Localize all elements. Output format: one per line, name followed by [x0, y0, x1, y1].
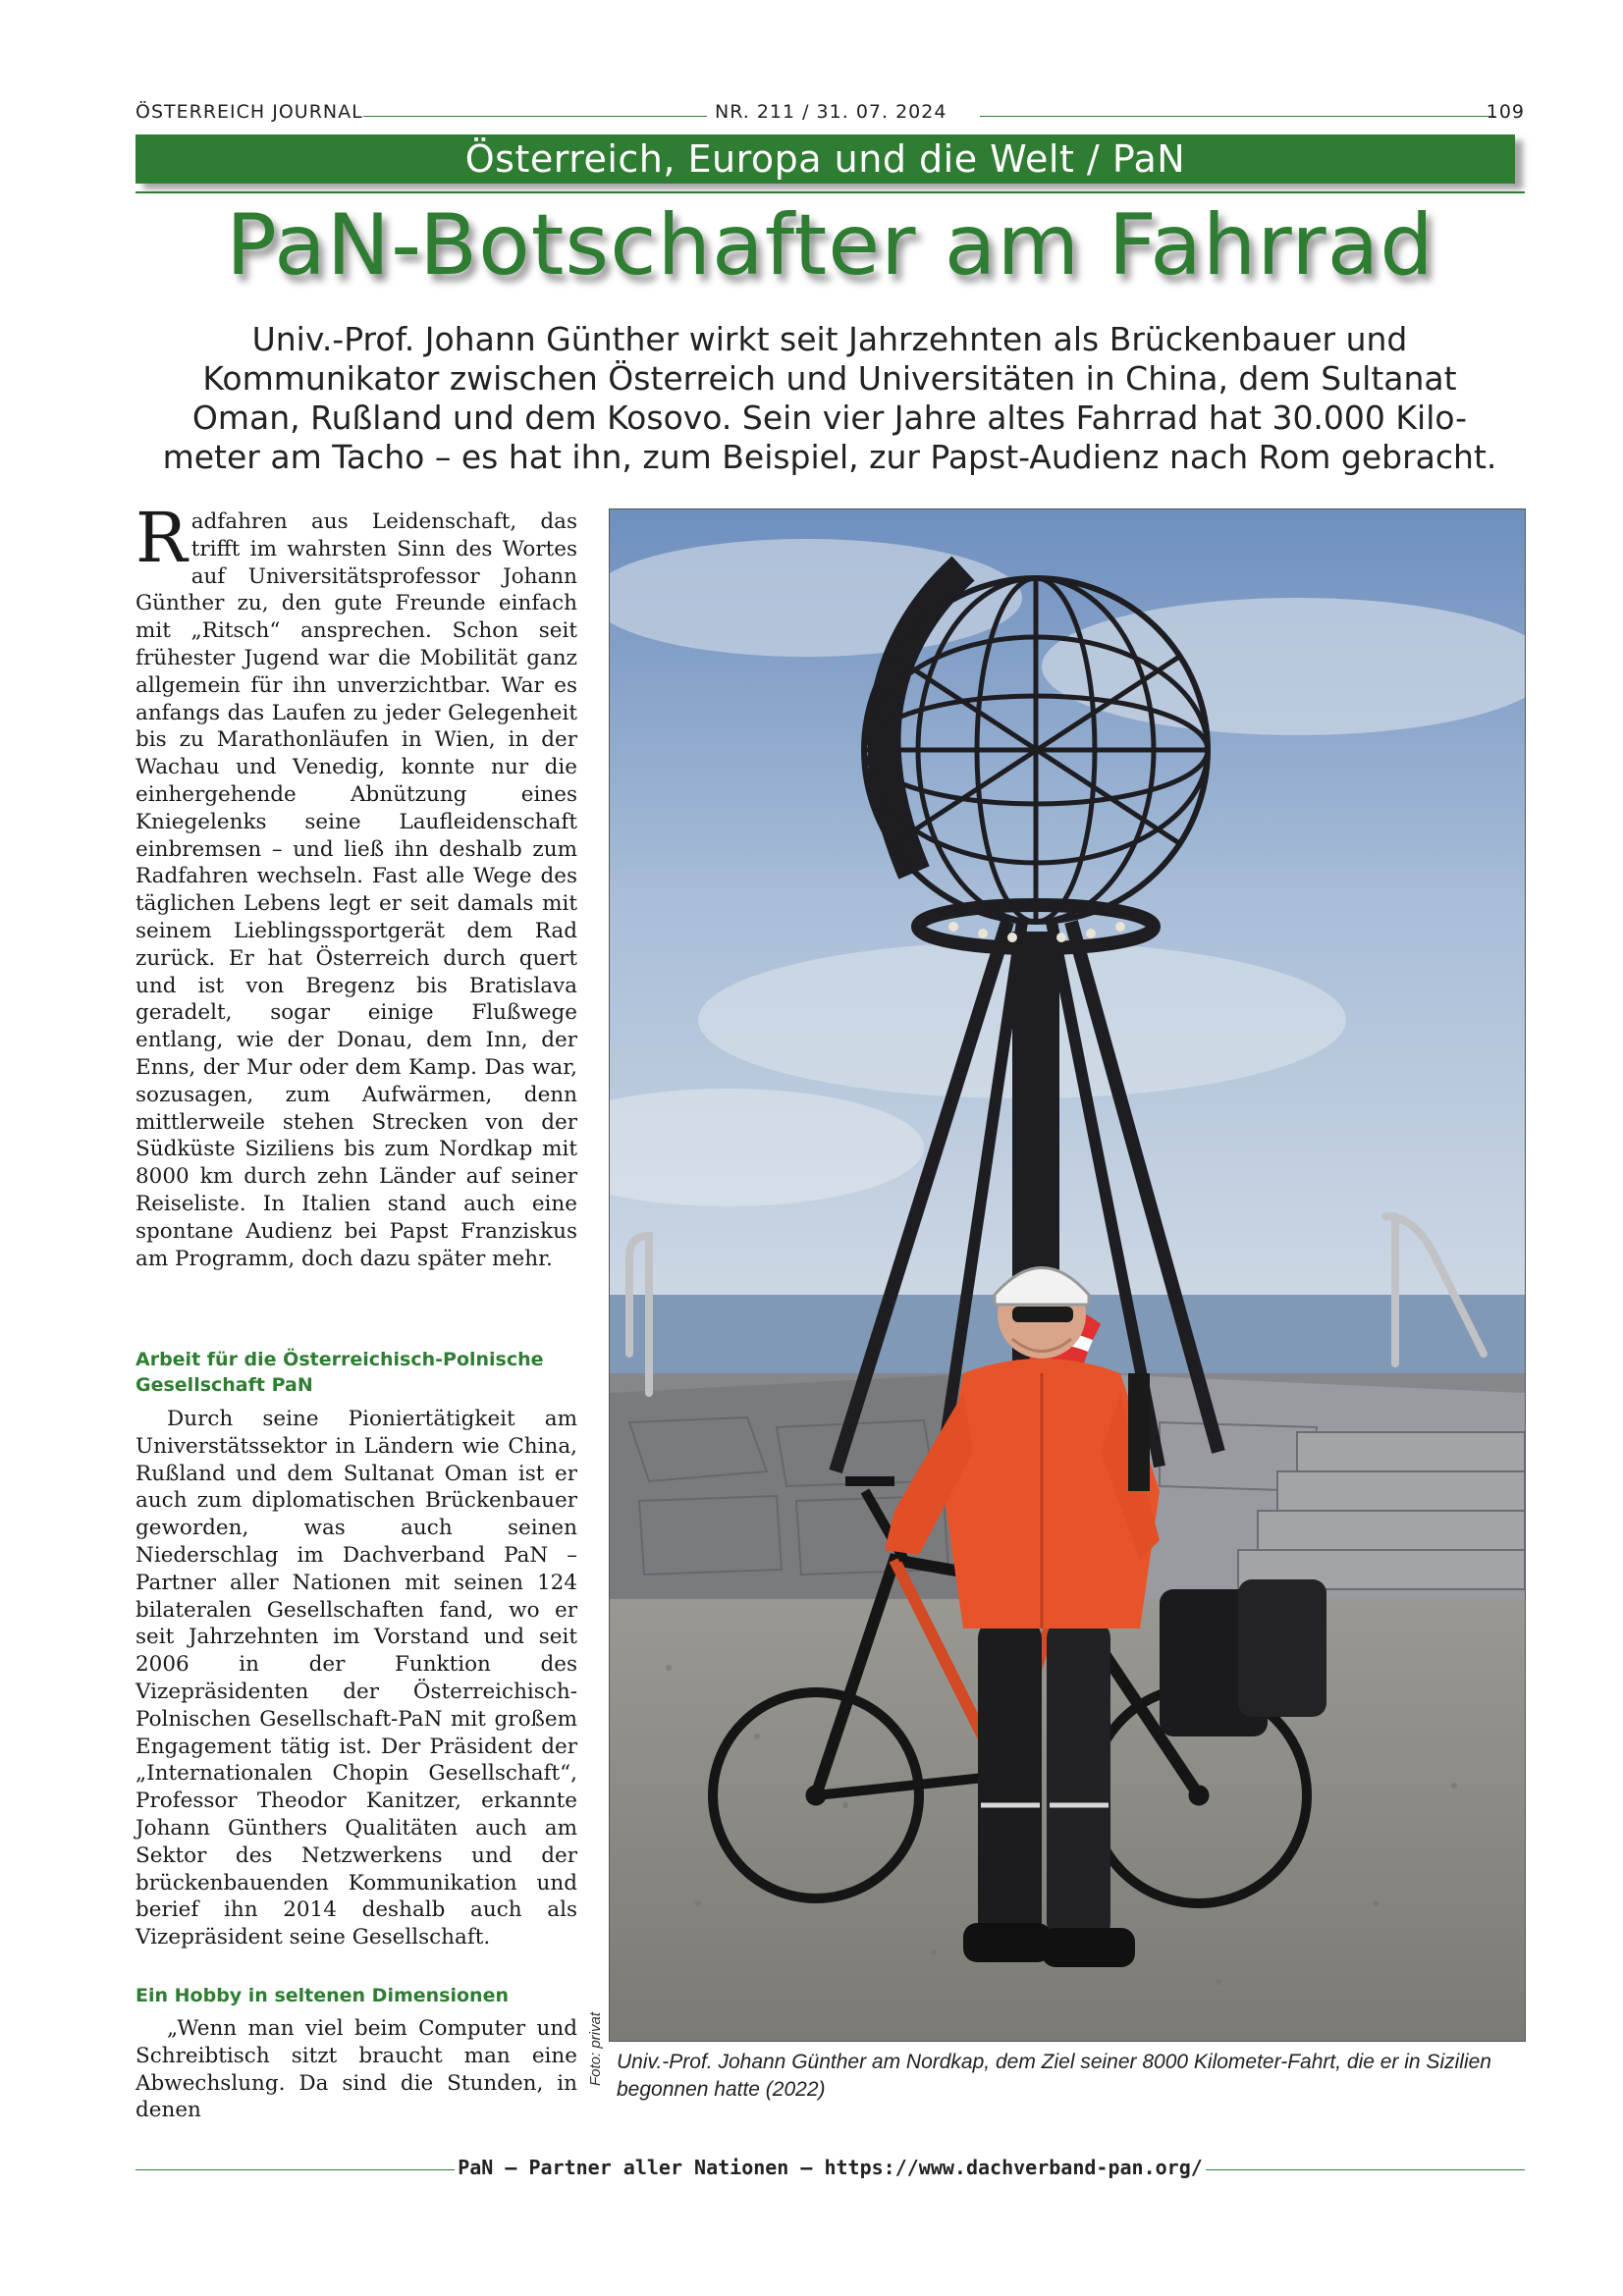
article-lead	[157, 320, 1502, 477]
header-rule-left	[363, 116, 707, 117]
subhead-pan-society: Arbeit für die Österreichisch-Polnische Gesellschaft PaN	[135, 1349, 544, 1396]
page-header	[135, 101, 1525, 131]
page-footer	[135, 2156, 1525, 2185]
intro-paragraph	[135, 498, 577, 1272]
issue-info: NR. 211 / 31. 07. 2024	[715, 101, 947, 123]
footer-rule-right	[1206, 2169, 1525, 2170]
footer-text: PaN – Partner aller Nationen – https://www.dachverband-pan.org/	[458, 2156, 1203, 2179]
photo-credit	[587, 2012, 607, 2120]
subhead-hobby: Ein Hobby in seltenen Dimensionen	[135, 1985, 509, 2006]
section-rule	[135, 191, 1525, 193]
journal-name: ÖSTERREICH JOURNAL	[135, 101, 363, 123]
section-bar: Österreich, Europa und die Welt / PaN	[135, 134, 1515, 184]
lead-line-2: Kommunikator zwischen Österreich und Universitäten in China, dem Sultanat	[202, 359, 1457, 398]
paragraph-pan-society	[135, 1406, 577, 1951]
photo-caption: Univ.-Prof. Johann Günther am Nordkap, dem Ziel seiner 8000 Kilometer-Fahrt, die er in Sizilien begonnen hatte (2022)	[617, 2051, 1491, 2101]
drop-cap: R	[135, 498, 188, 578]
lead-line-4: meter am Tacho – es hat ihn, zum Beispiel, zur Papst-Audienz nach Rom gebracht.	[162, 438, 1497, 476]
paragraph-3-text: „Wenn man viel beim Computer und Schreibtisch sitzt braucht man eine Abwechslung. Da sind die Stunden, in denen	[135, 2016, 577, 2123]
nordkap-photo-illustration	[610, 509, 1525, 2041]
paragraph-2-text: Durch seine Pioniertätigkeit am Universtätssektor in Ländern wie China, Rußland und dem Sultanat Oman ist er auch zum diplomatischen Brückenbauer geworden, was auch seinen Niederschlag im Dachverband PaN – Partner aller Nationen mit seinen 124 bilateralen Gesellschaften fand, wo er seit Jahrzehnten im Vorstand und seit 2006 in der Funktion des Vizepräsidenten der Österreichisch-Polnischen Gesellschaft-PaN mit großem Engagement tätig ist. Der Präsident der „Internationalen Chopin Gesellschaft“, Professor Theodor Kanitzer, erkannte Johann Günthers Qualitäten auch am Sektor des Netzwerkens und der brückenbauenden Kommunikation und berief ihn 2014 deshalb auch als Vizepräsident seine Gesellschaft.	[135, 1407, 577, 1950]
paragraph-hobby	[135, 2015, 577, 2124]
lead-line-3: Oman, Rußland und dem Kosovo. Sein vier Jahre altes Fahrrad hat 30.000 Kilo-	[191, 399, 1468, 437]
header-rule-right	[980, 116, 1495, 117]
article-title: PaN-Botschafter am Fahrrad	[226, 196, 1434, 294]
page-number: 109	[1486, 101, 1525, 123]
lead-line-1: Univ.-Prof. Johann Günther wirkt seit Jahrzehnten als Brückenbauer und	[251, 320, 1408, 358]
intro-text: adfahren aus Leidenschaft, das trifft im wahrsten Sinn des Wortes auf Universitätsprofessor Johann Günther zu, den gute Freunde einfach mit „Ritsch“ ansprechen. Schon seit frühester Jugend war die Mobilität ganz allgemein für ihn unverzichtbar. War es anfangs das Laufen zu jeder Gelegenheit bis zu Marathonläufen in Wien, in der Wachau und Venedig, konnte nur die einhergehende Abnützung eines Kniegelenks seine Laufleidenschaft einbremsen – und ließ ihn deshalb zum Radfahren wechseln. Fast alle Wege des täglichen Lebens legt er seit damals mit seinem Lieblingssportgerät dem Rad zurück. Er hat Österreich durch quert und ist von Bregenz bis Bratislava geradelt, sogar einige Flußwege entlang, wie der Donau, dem Inn, der Enns, der Mur oder dem Kamp. Das war, sozusagen, zum Aufwärmen, denn mittlerweile stehen Strecken von der Südküste Siziliens bis zum Nordkap mit 8000 km durch zehn Länder auf seiner Reiseliste. In Italien stand auch eine spontane Audienz bei Papst Franziskus am Programm, doch dazu später mehr.	[135, 509, 577, 1271]
article-photo	[609, 508, 1526, 2042]
photo-credit-text: Foto: privat	[587, 2012, 604, 2087]
